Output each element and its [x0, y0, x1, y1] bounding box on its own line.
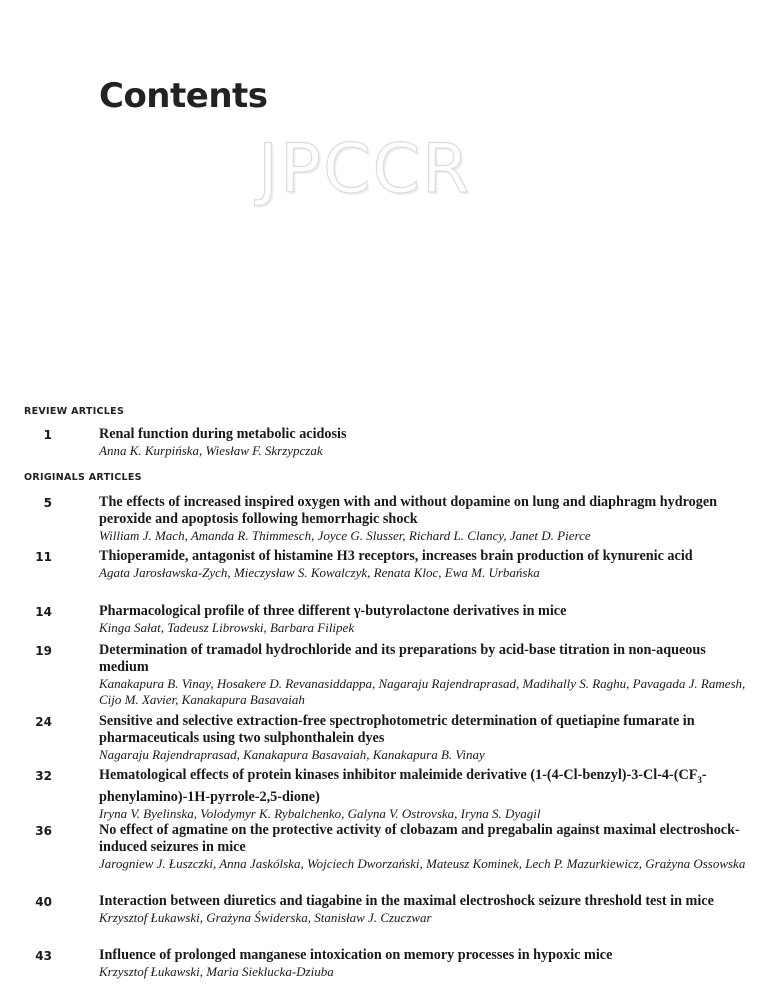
toc-entry[interactable] [24, 767, 748, 822]
toc-entry[interactable] [24, 642, 748, 708]
toc-page-number: 43 [35, 949, 52, 963]
toc-page-number: 36 [35, 824, 52, 838]
toc-article-title: No effect of agmatine on the protective activity of clobazam and pregabalin against maximal electroshock-induced seizures in mice [99, 822, 740, 855]
toc-article-authors: Nagaraju Rajendraprasad, Kanakapura Basavaiah, Kanakapura B. Vinay [99, 747, 485, 762]
toc-entry[interactable] [24, 893, 748, 926]
toc-article-title: Pharmacological profile of three different γ-butyrolactone derivatives in mice [99, 603, 567, 619]
toc-article-title: The effects of increased inspired oxygen with and without dopamine on lung and diaphragm hydrogen peroxide and apoptosis following hemorrhagic shock [99, 494, 718, 527]
section-label-review: REVIEW ARTICLES [24, 406, 125, 417]
toc-page-number: 19 [35, 644, 52, 658]
toc-article-authors: Iryna V. Byelinska, Volodymyr K. Rybalchenko, Galyna V. Ostrovska, Iryna S. Dyagil [99, 805, 541, 821]
toc-entry[interactable] [24, 822, 748, 872]
toc-article-title: Interaction between diuretics and tiagabine in the maximal electroshock seizure threshold test in mice [99, 893, 714, 909]
toc-page-number: 32 [35, 769, 52, 783]
toc-article-authors: Jarogniew J. Łuszczki, Anna Jaskólska, Wojciech Dworzański, Mateusz Kominek, Lech P. Mazurkiewicz, Grażyna Ossowska [99, 856, 746, 871]
toc-article-title: Sensitive and selective extraction-free spectrophotometric determination of quetiapine fumarate in pharmaceuticals using two sulphonthalein dyes [99, 713, 695, 746]
toc-article-authors: Krzysztof Łukawski, Maria Sieklucka-Dziuba [99, 964, 334, 979]
toc-article-authors: Anna K. Kurpińska, Wiesław F. Skrzypczak [99, 443, 323, 458]
section-label-originals: ORIGINALS ARTICLES [24, 472, 142, 483]
toc-page-number: 5 [43, 496, 52, 510]
page-title: Contents [99, 76, 268, 116]
toc-page-number: 40 [35, 895, 52, 909]
toc-page-number: 1 [43, 428, 52, 442]
toc-article-authors: Kinga Sałat, Tadeusz Librowski, Barbara Filipek [99, 620, 355, 635]
toc-article-title: Thioperamide, antagonist of histamine H3 receptors, increases brain production of kynurenic acid [99, 548, 693, 564]
journal-watermark: JPCCR [258, 130, 472, 209]
toc-page-number: 24 [35, 715, 52, 729]
toc-article-title: Influence of prolonged manganese intoxication on memory processes in hypoxic mice [99, 947, 613, 963]
toc-article-authors: Krzysztof Łukawski, Grażyna Świderska, Stanisław J. Czuczwar [99, 910, 432, 925]
toc-article-title: Hematological effects of protein kinases inhibitor maleimide derivative $(1-(4-Cl-benzyl)-3-Cl-4-(CF_3-phenylamino)-1H-pyrrole-2,5-dione)$ [99, 767, 707, 805]
toc-article-authors: Kanakapura B. Vinay, Hosakere D. Revanasiddappa, Nagaraju Rajendraprasad, Madihally S. Raghu, Pavagada J. Ramesh, Cijo M. Xavier, Kanakapura Basavaiah [99, 676, 746, 707]
toc-entry[interactable] [24, 548, 748, 581]
toc-entry[interactable] [24, 603, 748, 636]
toc-entry[interactable] [24, 713, 748, 763]
toc-article-authors: William J. Mach, Amanda R. Thimmesch, Joyce G. Slusser, Richard L. Clancy, Janet D. Pierce [99, 528, 591, 543]
toc-entry[interactable] [24, 947, 748, 980]
toc-page-number: 11 [35, 550, 52, 564]
toc-entry[interactable] [24, 494, 748, 544]
toc-page-number: 14 [35, 605, 52, 619]
toc-article-title: Renal function during metabolic acidosis [99, 426, 347, 442]
toc-article-title: Determination of tramadol hydrochloride and its preparations by acid-base titration in non-aqueous medium [99, 642, 706, 675]
toc-entry[interactable] [24, 426, 748, 459]
toc-article-authors: Agata Jarosławska-Zych, Mieczysław S. Kowalczyk, Renata Kloc, Ewa M. Urbańska [99, 565, 540, 580]
